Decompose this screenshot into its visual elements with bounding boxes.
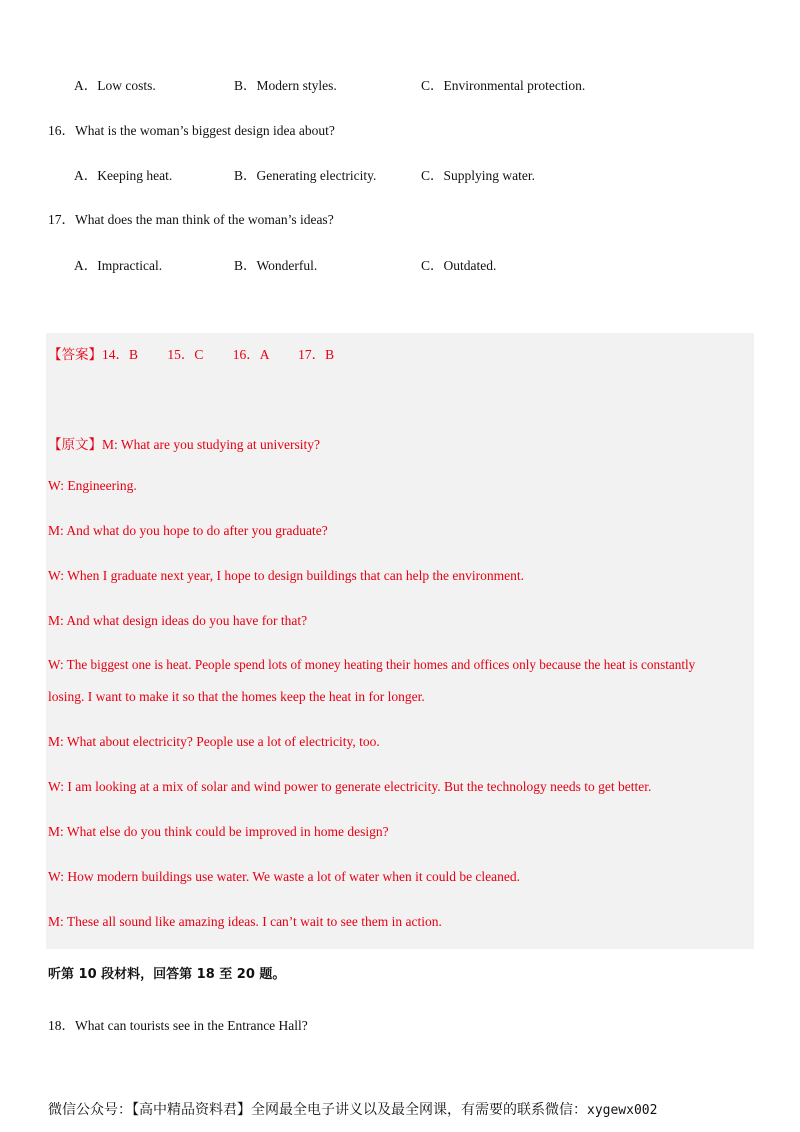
transcript-line-10: M: What else do you think could be improved in home design?: [48, 824, 389, 839]
answer-line: [48, 343, 334, 363]
transcript-line-4: W: When I graduate next year, I hope to design buildings that can help the environment.: [48, 568, 524, 583]
q17-option-c: C．Outdated.: [421, 258, 497, 273]
page-footer: [48, 1099, 657, 1119]
answer-14: 14．B: [102, 347, 139, 362]
q16-option-c: C．Supplying water.: [421, 168, 535, 183]
q16-option-b: B．Generating electricity.: [234, 168, 377, 183]
q17-option-a: A．Impractical.: [74, 258, 163, 273]
transcript-line-11: W: How modern buildings use water. We waste a lot of water when it could be cleaned.: [48, 869, 521, 884]
transcript-text: M: What are you studying at university?: [102, 437, 320, 452]
footer-wechat-id: xygewx002: [587, 1103, 658, 1118]
transcript-line-1: [48, 433, 320, 453]
answer-panel: [46, 333, 754, 949]
q17-stem: 17．What does the man think of the woman’s ideas?: [48, 212, 334, 227]
transcript-line-3: M: And what do you hope to do after you graduate?: [48, 523, 328, 538]
transcript-line-5: M: And what design ideas do you have for that?: [48, 613, 308, 628]
footer-text: 微信公众号：【高中精品资料君】全网最全电子讲义以及最全网课，有需要的联系微信：: [48, 1102, 587, 1118]
transcript-line-12: M: These all sound like amazing ideas. I can’t wait to see them in action.: [48, 914, 442, 929]
transcript-line-6: W: The biggest one is heat. People spend lots of money heating their homes and offices only because the heat is constantly: [48, 657, 696, 672]
q18-stem: 18．What can tourists see in the Entrance Hall?: [48, 1018, 308, 1033]
q16-stem: 16．What is the woman’s biggest design idea about?: [48, 123, 335, 138]
answer-16: 16．A: [232, 347, 269, 362]
q15-option-b: B．Modern styles.: [234, 78, 337, 93]
transcript-line-9: W: I am looking at a mix of solar and wind power to generate electricity. But the technology needs to get better.: [48, 779, 652, 794]
q16-option-a: A．Keeping heat.: [74, 168, 173, 183]
answer-label: 【答案】: [48, 347, 102, 362]
transcript-label: 【原文】: [48, 437, 102, 452]
q17-option-b: B．Wonderful.: [234, 258, 318, 273]
q15-option-a: A．Low costs.: [74, 78, 156, 93]
section-heading: 听第 10 段材料，回答第 18 至 20 题。: [48, 967, 286, 982]
answer-17: 17．B: [298, 347, 335, 362]
transcript-line-7: losing. I want to make it so that the homes keep the heat in for longer.: [48, 689, 425, 704]
q15-option-c: C．Environmental protection.: [421, 78, 586, 93]
transcript-line-2: W: Engineering.: [48, 478, 137, 493]
answer-15: 15．C: [167, 347, 204, 362]
transcript-line-8: M: What about electricity? People use a lot of electricity, too.: [48, 734, 380, 749]
